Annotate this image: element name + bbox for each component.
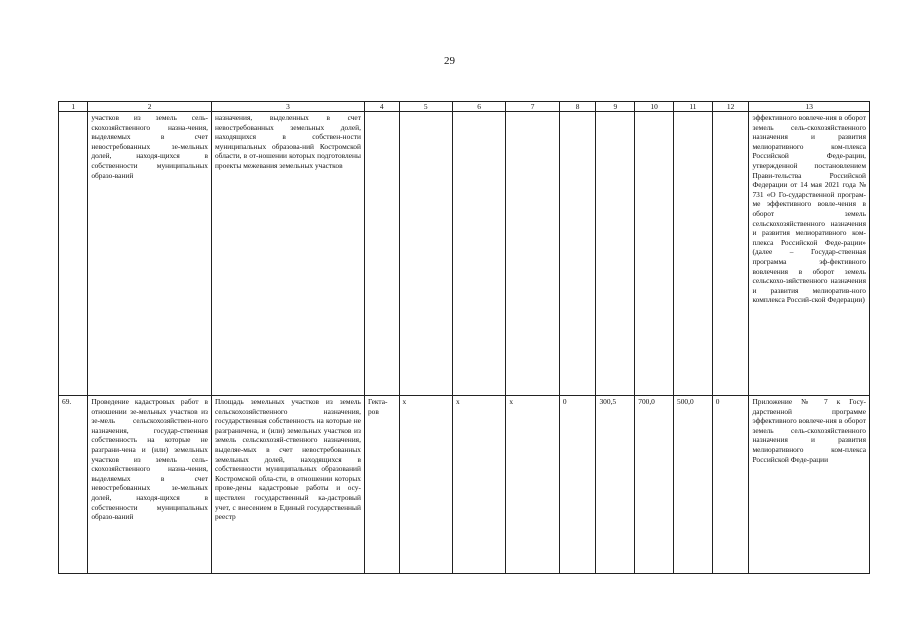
table-row-continued [59, 112, 870, 396]
table-cell: Площадь земельных участков из земель сельскохозяйственного назначения, государственная собственность на которые не разграничена, и (или) земельных участков из земель сельскохозяй-ственного назначения, выделяе-мых в счет невостребованных земельных долей, находящихся в собственности муниципальных образований Костромской обла-сти, в отношении которых прове-дены кадастровые работы и осу-ществлен государственный ка-дастровый учет, с внесением в Единый государственный реестр [211, 396, 364, 574]
table-cell: 300,5 [596, 396, 635, 574]
column-header: 7 [506, 102, 559, 112]
column-header: 9 [596, 102, 635, 112]
column-header: 5 [399, 102, 452, 112]
table-cell: 0 [559, 396, 596, 574]
indicators-table [58, 101, 870, 574]
column-header: 12 [712, 102, 749, 112]
column-header: 2 [88, 102, 212, 112]
table-cell: Гекта-ров [364, 396, 399, 574]
table-cell: х [452, 396, 505, 574]
table-cell [506, 112, 559, 396]
table-cell: эффективного вовлече-ния в оборот земель сель-скохозяйственного назначения и развития мелиоративного ком-плекса Российской Феде-рации, утвержденной постановлением Прави-тельства Российской Федерации от 14 мая 2021 года № 731 «О Го-сударственной програм-ме эффективного вовле-чения в оборот земель сельскохозяйственного назначения и развития мелиоративного ком-плекса Российской Феде-рации» (далее – Государ-ственная программа эф-фективного вовлечения в оборот земель сельскохо-зяйственного назначения и развития мелиоратив-ного комплекса Россий-ской Федерации) [749, 112, 870, 396]
table-cell [635, 112, 674, 396]
table-cell [452, 112, 505, 396]
page-number: 29 [444, 55, 455, 67]
column-header: 6 [452, 102, 505, 112]
table-cell: х [506, 396, 559, 574]
column-header: 1 [59, 102, 88, 112]
table-cell: Приложение № 7 к Госу-дарственной программе эффективного вовлече-ния в оборот земель сель-скохозяйственного назначения и развития мелиоративного ком-плекса Российской Феде-рации [749, 396, 870, 574]
table-cell: 69. [59, 396, 88, 574]
table-cell: 700,0 [635, 396, 674, 574]
table-cell [674, 112, 713, 396]
table-cell: 500,0 [674, 396, 713, 574]
column-header: 3 [211, 102, 364, 112]
column-number-row [59, 102, 870, 112]
table-cell: участков из земель сель-скохозяйственного назна-чения, выделяемых в счет невостребованных зе-мельных долей, находя-щихся в собственности муниципальных образо-ваний [88, 112, 212, 396]
table-cell: 0 [712, 396, 749, 574]
table-cell [596, 112, 635, 396]
table-cell [364, 112, 399, 396]
column-header: 13 [749, 102, 870, 112]
table-cell [559, 112, 596, 396]
table-cell [399, 112, 452, 396]
column-header: 10 [635, 102, 674, 112]
table-row-69 [59, 396, 870, 574]
column-header: 4 [364, 102, 399, 112]
table-cell: Проведение кадастровых работ в отношении зе-мельных участков из зе-мель сельскохозяйствен-ного назначения, государ-ственная собственность на которые не разграни-чена и (или) земельных участков из земель сель-скохозяйственного назна-чения, выделяемых в счет невостребованных зе-мельных долей, находя-щихся в собственности муниципальных образо-ваний [88, 396, 212, 574]
table-cell [59, 112, 88, 396]
table-cell [712, 112, 749, 396]
column-header: 11 [674, 102, 713, 112]
column-header: 8 [559, 102, 596, 112]
table-cell: х [399, 396, 452, 574]
table-cell: назначения, выделенных в счет невостребованных земельных долей, находящихся в собствен-ности муниципальных образова-ний Костромской области, в от-ношении которых подготовлены проекты межевания земельных участков [211, 112, 364, 396]
